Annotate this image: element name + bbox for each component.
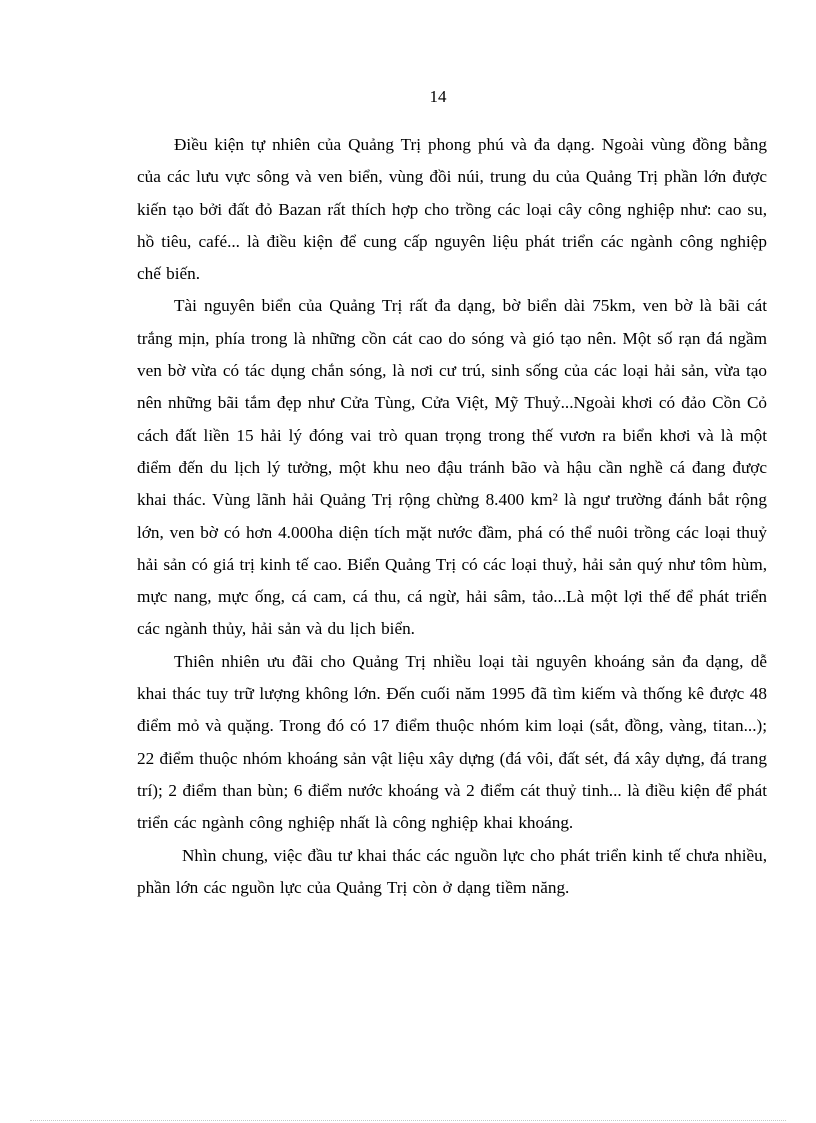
paragraph-marine-resources: Tài nguyên biển của Quảng Trị rất đa dạng, bờ biển dài 75km, ven bờ là bãi cát trắng mịn, phía trong là những cồn cát cao do sóng và gió tạo nên. Một số rạn đá ngầm ven bờ vừa có tác dụng chắn sóng, là nơi cư trú, sinh sống của các loại hải sản, vừa tạo nên những bãi tắm đẹp như Cửa Tùng, Cửa Việt, Mỹ Thuỷ...Ngoài khơi có đảo Cồn Cỏ cách đất liền 15 hải lý đóng vai trò quan trọng trong thế vươn ra biển khơi và là một điểm đến du lịch lý tưởng, một khu neo đậu tránh bão và hậu cần nghề cá đang được khai thác. Vùng lãnh hải Quảng Trị rộng chừng 8.400 km² là ngư trường đánh bắt rộng lớn, ven bờ có hơn 4.000ha diện tích mặt nước đầm, phá có thể nuôi trồng các loại thuỷ hải sản có giá trị kinh tế cao. Biển Quảng Trị có các loại thuỷ, hải sản quý như tôm hùm, mực nang, mực ống, cá cam, cá thu, cá ngừ, hải sâm, tảo...Là một lợi thế để phát triển các ngành thủy, hải sản và du lịch biển.: [137, 296, 767, 639]
paragraph-summary: Nhìn chung, việc đầu tư khai thác các nguồn lực cho phát triển kinh tế chưa nhiều, phần lớn các nguồn lực của Quảng Trị còn ở dạng tiềm năng.: [137, 845, 767, 897]
paragraph-natural-conditions: Điều kiện tự nhiên của Quảng Trị phong phú và đa dạng. Ngoài vùng đồng bằng của các lưu vực sông và ven biển, vùng đồi núi, trung du của Quảng Trị phần lớn được kiến tạo bởi đất đỏ Bazan rất thích hợp cho trồng các loại cây công nghiệp như: cao su, hồ tiêu, café... là điều kiện để cung cấp nguyên liệu phát triển các ngành công nghiệp chế biến.: [137, 135, 767, 284]
paragraph-mineral-resources: Thiên nhiên ưu đãi cho Quảng Trị nhiều loại tài nguyên khoáng sản đa dạng, dễ khai thác tuy trữ lượng không lớn. Đến cuối năm 1995 đã tìm kiếm và thống kê được 48 điểm mỏ và quặng. Trong đó có 17 điểm thuộc nhóm kim loại (sắt, đồng, vàng, titan...); 22 điểm thuộc nhóm khoáng sản vật liệu xây dựng (đá vôi, đất sét, đá xây dựng, đá trang trí); 2 điểm than bùn; 6 điểm nước khoáng và 2 điểm cát thuỷ tinh... là điều kiện để phát triển các ngành công nghiệp nhất là công nghiệp khai khoáng.: [137, 651, 767, 833]
page-number: 14: [429, 87, 447, 106]
document-body: [137, 129, 767, 904]
page-bottom-divider: [30, 1120, 786, 1121]
